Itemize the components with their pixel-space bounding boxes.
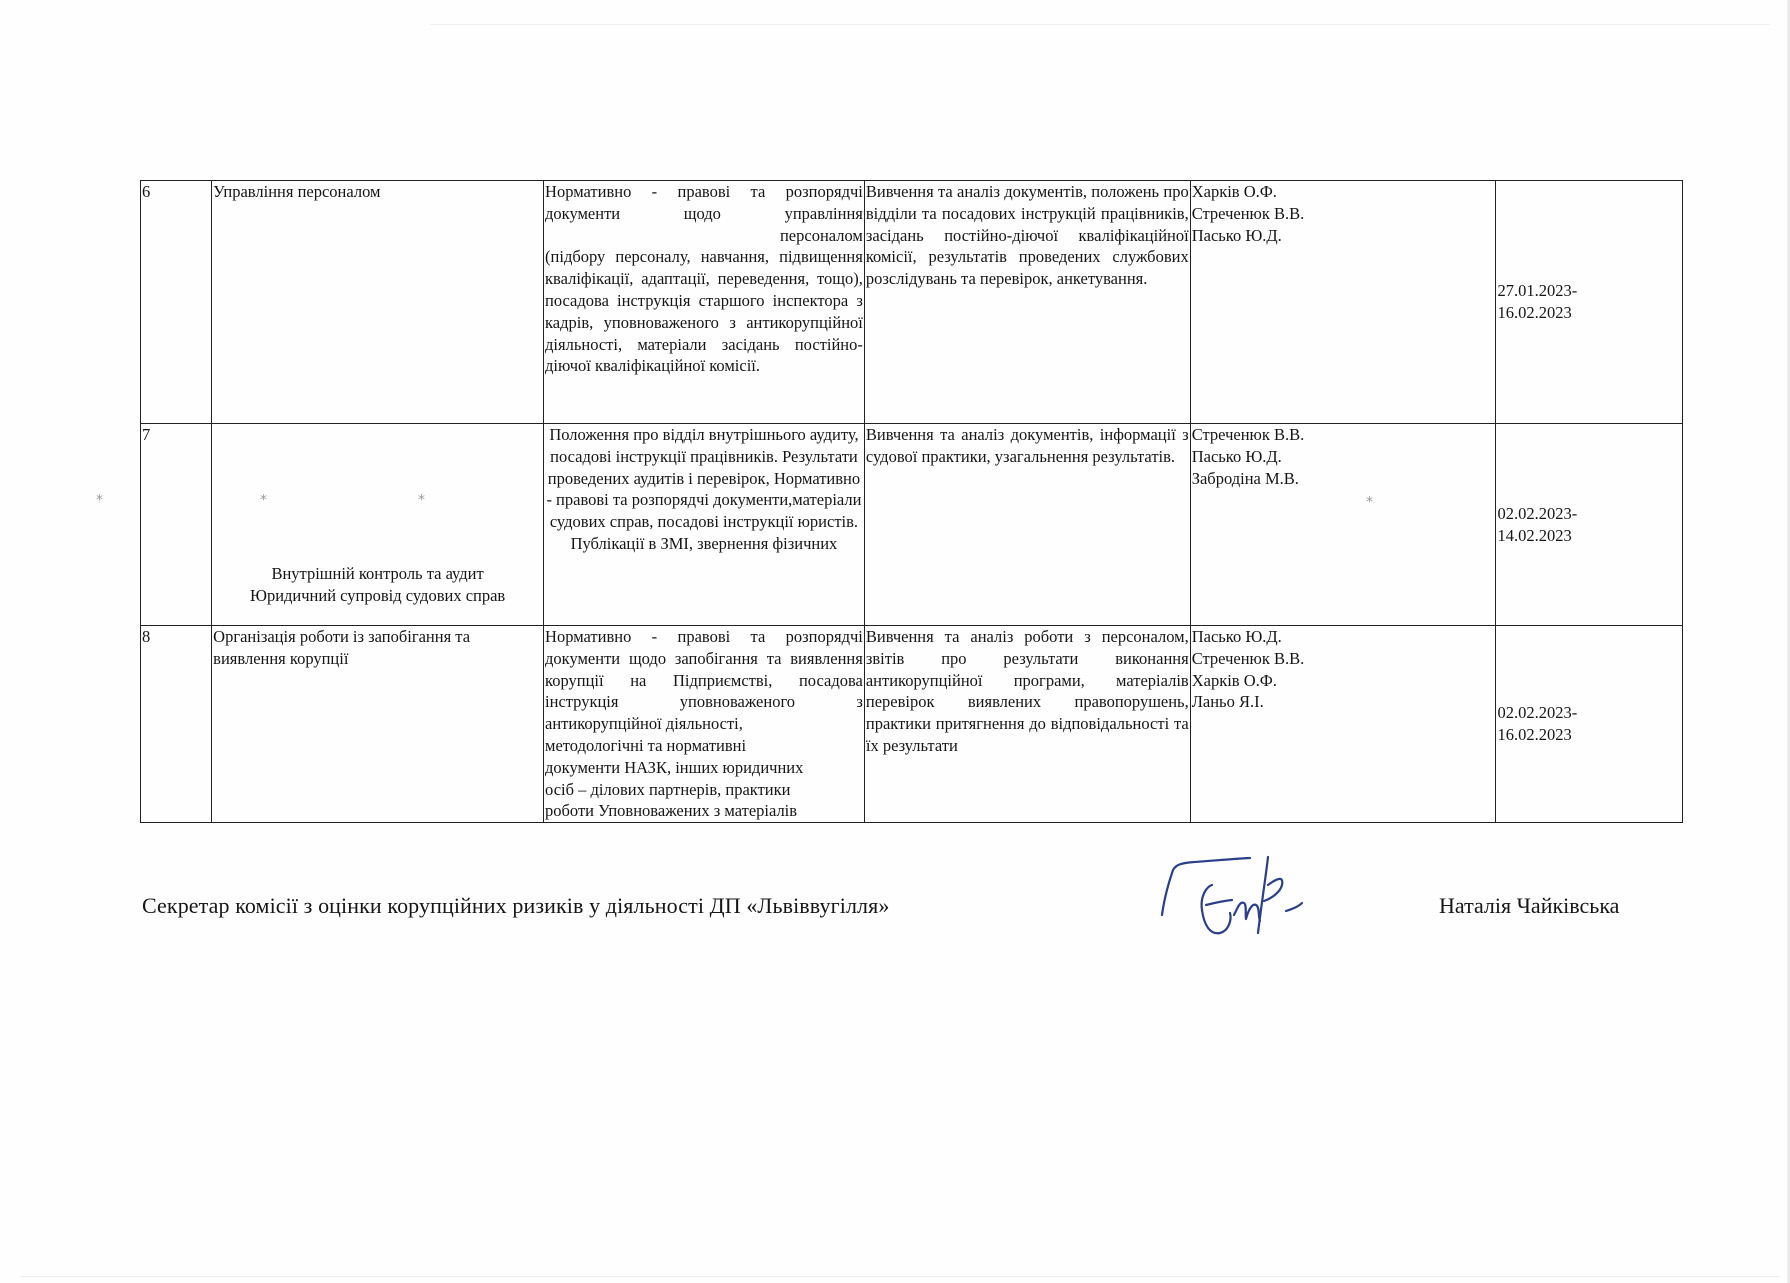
handwritten-signature <box>1150 845 1350 960</box>
assessment-area <box>212 424 544 626</box>
responsible-person: Пасько Ю.Д. <box>1191 627 1282 646</box>
date-start: 02.02.2023- <box>1497 703 1578 723</box>
scan-edge-top <box>430 24 1770 25</box>
responsible-person: Харків О.Ф. <box>1191 182 1277 201</box>
documents-text: роботи Уповноважених з матеріалів <box>545 801 798 820</box>
row-number: 7 <box>141 424 212 626</box>
documents-text: (підбору персоналу, навчання, підвищення кваліфікації, адаптації, переведення, тощо), посадова інструкція старшого інспектора з кадрів, уповноваженого з антикорупційної діяльності, матеріали засідань постійно-діючої кваліфікаційної комісії. <box>545 247 863 376</box>
documents-text-block <box>545 626 863 820</box>
responsible-person: Харків О.Ф. <box>1191 670 1277 690</box>
date-start: 27.01.2023- <box>1497 281 1578 301</box>
assessment-area: Організація роботи із запобігання та виявлення корупції <box>212 626 544 823</box>
methods-cell: Вивчення та аналіз документів, положень про відділи та посадових інструкцій працівників, засідань постійно-діючої кваліфікаційної комісії, результатів проведених службових розслідувань та перевірок, анкетування. <box>864 181 1190 424</box>
documents-cell <box>544 181 865 424</box>
responsible-persons-cell <box>1190 626 1496 823</box>
secretary-name: Наталія Чайківська <box>1439 893 1620 918</box>
responsible-person: Стреченюк В.В. <box>1191 648 1305 668</box>
assessment-plan-table <box>140 180 1683 823</box>
table-row <box>141 181 1683 424</box>
documents-text: Нормативно - правові та розпорядчі документи щодо запобігання та виявлення корупції на Підприємстві, посадова інструкція уповноваженого з антикорупційної діяльності, <box>545 627 863 734</box>
dates-cell <box>1496 424 1683 626</box>
documents-text: методологічні та нормативні <box>545 735 747 755</box>
responsible-persons-cell <box>1190 181 1496 424</box>
table-row <box>141 424 1683 626</box>
responsible-person: Пасько Ю.Д. <box>1191 446 1282 466</box>
secretary-title: Секретар комісії з оцінки корупційних ризиків у діяльності ДП «Львіввугілля» <box>142 893 890 918</box>
scan-speck: ⁎ <box>418 488 425 504</box>
responsible-person: Ланьо Я.І. <box>1191 692 1264 712</box>
methods-cell: Вивчення та аналіз документів, інформації з судової практики, узагальнення результатів. <box>864 424 1190 626</box>
assessment-area-line: Юридичний супровід судових справ <box>249 586 506 606</box>
documents-text: персоналом <box>779 225 863 245</box>
scan-speck: ⁎ <box>260 488 267 504</box>
documents-cell <box>544 626 865 823</box>
scan-speck: ⁎ <box>96 488 103 504</box>
date-start: 02.02.2023- <box>1497 503 1578 523</box>
table-row <box>141 626 1683 823</box>
dates-cell <box>1496 181 1683 424</box>
responsible-person: Стреченюк В.В. <box>1191 203 1305 223</box>
documents-text: Нормативно - правові та розпорядчі документи щодо управління <box>545 182 863 223</box>
row-number: 6 <box>141 181 212 424</box>
responsible-person: Пасько Ю.Д. <box>1191 225 1282 245</box>
responsible-person: Забродіна М.В. <box>1191 468 1299 488</box>
documents-text: документи НАЗК, інших юридичних <box>545 757 804 777</box>
dates-cell <box>1496 626 1683 823</box>
documents-text: Положення про відділ внутрішнього аудиту, посадові інструкції працівників. Результати проведених аудитів і перевірок, Нормативно - правові та розпорядчі документи,матеріали судових справ, посадові інструкції юристів. Публікації в ЗМІ, звернення фізичних <box>546 425 862 553</box>
methods-cell: Вивчення та аналіз роботи з персоналом, звітів про результати виконання антикорупційної програми, матеріалів перевірок виявлених правопорушень, практики притягнення до відповідальності та їх результати <box>864 626 1190 823</box>
scan-speck: ⁎ <box>1366 490 1373 506</box>
scan-edge-bottom <box>20 1276 1780 1277</box>
date-end: 16.02.2023 <box>1497 725 1572 744</box>
documents-cell <box>544 424 865 626</box>
assessment-area: Управління персоналом <box>212 181 544 424</box>
date-end: 16.02.2023 <box>1497 303 1572 322</box>
responsible-persons-cell <box>1190 424 1496 626</box>
documents-text: осіб – ділових партнерів, практики <box>545 779 791 799</box>
assessment-area-line: Внутрішній контроль та аудит <box>271 564 484 584</box>
responsible-person: Стреченюк В.В. <box>1191 425 1305 444</box>
row-number: 8 <box>141 626 212 823</box>
date-end: 14.02.2023 <box>1497 525 1572 545</box>
